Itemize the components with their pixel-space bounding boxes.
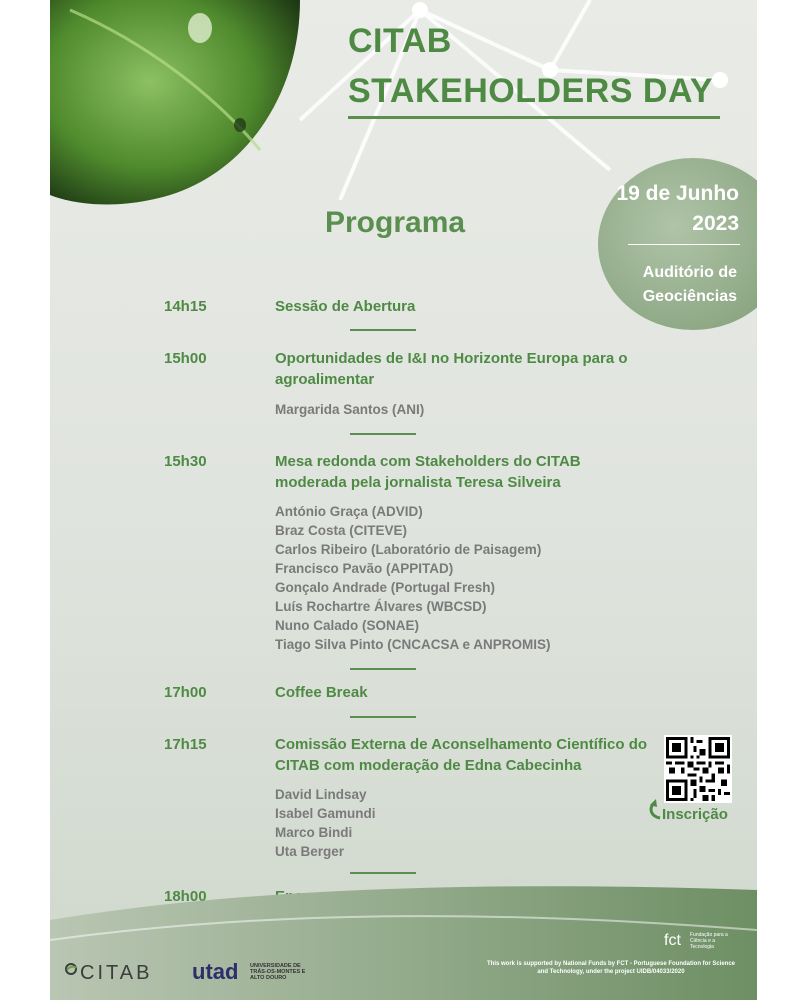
- footer-wave-icon: [50, 870, 757, 1000]
- session-time: 17h15: [164, 736, 207, 753]
- fct-logo: fct: [664, 932, 681, 949]
- badge-divider: [628, 244, 740, 245]
- session-time: 18h00: [164, 888, 207, 905]
- event-venue-line-2: Geociências: [642, 288, 737, 305]
- event-date-year: 2023: [692, 212, 739, 235]
- event-date-day: 19 de Junho: [616, 182, 739, 205]
- speaker: Francisco Pavão (APPITAD): [275, 561, 454, 576]
- session-title: Mesa redonda com Stakeholders do CITAB moderada pela jornalista Teresa Silveira: [275, 453, 581, 491]
- fct-subtitle: Fundação para a Ciência e a Tecnologia: [690, 932, 728, 950]
- session-title: Comissão Externa de Aconselhamento Científico do CITAB com moderação de Edna Cabecinha: [275, 736, 648, 774]
- citab-logo-mark-icon: [64, 962, 78, 976]
- qr-code-icon[interactable]: [664, 735, 732, 803]
- session-time: 17h00: [164, 684, 207, 701]
- speaker: Carlos Ribeiro (Laboratório de Paisagem): [275, 542, 542, 557]
- session-separator: [350, 329, 416, 331]
- title-line-2: STAKEHOLDERS DAY: [348, 72, 714, 110]
- funding-statement: This work is supported by National Funds by FCT - Portuguese Foundation for Science and Technology, under the project UIDB/04033/2020: [486, 961, 736, 975]
- session-separator: [350, 668, 416, 670]
- session-time: 15h00: [164, 350, 207, 367]
- speaker: Isabel Gamundi: [275, 806, 376, 821]
- session-title: Oportunidades de I&I no Horizonte Europa para o agroalimentar: [275, 350, 628, 388]
- poster: [50, 0, 757, 1000]
- leaf-illustration-icon: [50, 0, 300, 210]
- registration-label[interactable]: Inscrição: [662, 806, 728, 823]
- speaker: Uta Berger: [275, 844, 345, 859]
- speaker: António Graça (ADVID): [275, 504, 423, 519]
- programa-heading: Programa: [325, 206, 466, 239]
- speaker: Gonçalo Andrade (Portugal Fresh): [275, 580, 496, 595]
- utad-subtitle: UNIVERSIDADE DE TRÁS-OS-MONTES E ALTO DOURO: [250, 963, 306, 981]
- session-title: Coffee Break: [275, 684, 368, 701]
- title-divider: [348, 116, 720, 119]
- session-separator: [350, 716, 416, 718]
- utad-logo: utad: [192, 959, 239, 984]
- session-time: 15h30: [164, 453, 207, 470]
- session-separator: [350, 433, 416, 435]
- speaker: Marco Bindi: [275, 825, 353, 840]
- speaker: David Lindsay: [275, 787, 367, 802]
- event-venue-line-1: Auditório de: [642, 264, 737, 281]
- session-time: 14h15: [164, 298, 207, 315]
- session-title: Sessão de Abertura: [275, 298, 416, 315]
- speaker: Luís Rochartre Álvares (WBCSD): [275, 599, 487, 614]
- speaker: Margarida Santos (ANI): [275, 402, 425, 417]
- title-line-1: CITAB: [348, 22, 452, 60]
- citab-logo: CITAB: [80, 962, 153, 984]
- speaker: Nuno Calado (SONAE): [275, 618, 419, 633]
- speaker: Tiago Silva Pinto (CNCACSA e ANPROMIS): [275, 637, 551, 652]
- speaker: Braz Costa (CITEVE): [275, 523, 408, 538]
